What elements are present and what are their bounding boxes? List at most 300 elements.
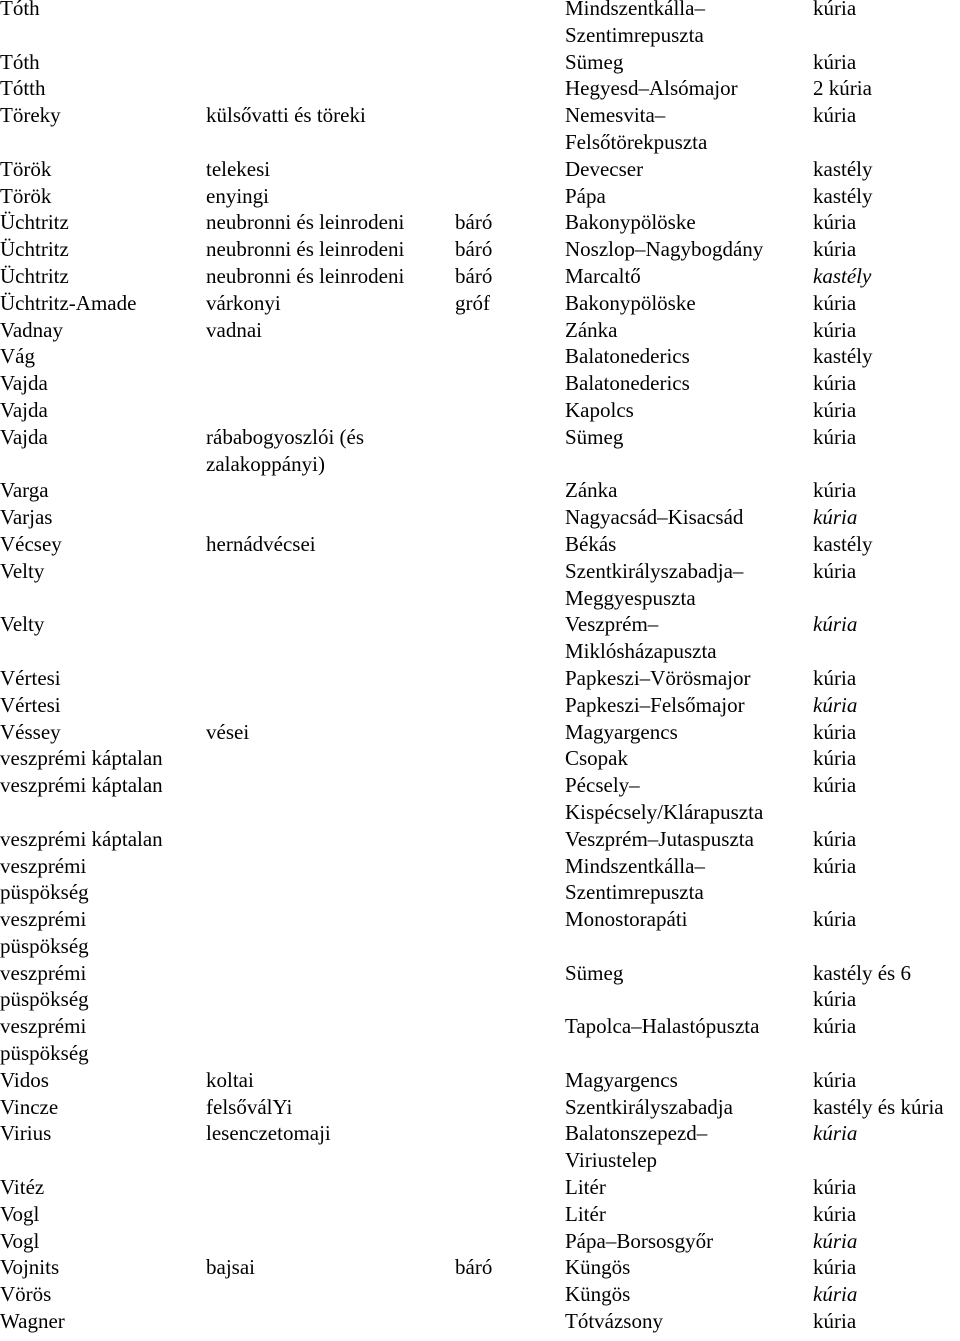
rank-title-cell (455, 102, 565, 156)
name-prefix-cell-line: vései (206, 719, 250, 744)
location-cell (565, 1201, 813, 1228)
name-prefix-cell (206, 290, 455, 317)
name-prefix-cell-line: neubronni és leinrodeni (206, 237, 405, 262)
name-prefix-cell (206, 719, 455, 746)
building-type-cell (813, 1201, 960, 1228)
building-type-cell (813, 209, 960, 236)
family-name-cell-line: veszprémi (0, 853, 87, 878)
family-name-cell (0, 558, 206, 612)
name-prefix-cell (206, 183, 455, 210)
location-cell (565, 263, 813, 290)
family-name-cell (0, 75, 206, 102)
building-type-cell (813, 343, 960, 370)
family-name-cell-line: Töreky (0, 103, 61, 128)
table-row (0, 1228, 960, 1255)
family-name-cell-line: Üchtritz-Amade (0, 290, 137, 315)
location-cell-line: Küngös (565, 1255, 631, 1280)
location-cell-line: Felsőtörekpuszta (565, 129, 708, 154)
location-cell-line: Zánka (565, 317, 618, 342)
building-type-cell-line: kúria (813, 826, 857, 851)
rank-title-cell (455, 424, 565, 478)
location-cell (565, 504, 813, 531)
building-type-cell (813, 906, 960, 960)
family-name-cell-line: Üchtritz (0, 237, 69, 262)
location-cell-line: Balatonszepezd– (565, 1121, 708, 1146)
name-prefix-cell (206, 1201, 455, 1228)
name-prefix-cell (206, 424, 455, 478)
table-row (0, 558, 960, 612)
name-prefix-cell (206, 745, 455, 772)
building-type-cell-line: kúria (813, 987, 857, 1012)
family-name-cell-line: Vörös (0, 1282, 52, 1307)
location-cell (565, 826, 813, 853)
name-prefix-cell-line: vadnai (206, 317, 262, 342)
name-prefix-cell (206, 853, 455, 907)
building-type-cell-line: kúria (813, 1175, 857, 1200)
name-prefix-cell (206, 317, 455, 344)
building-type-cell (813, 183, 960, 210)
family-name-cell-line: püspökség (0, 987, 89, 1012)
table-row (0, 477, 960, 504)
location-cell-line: Marcaltő (565, 263, 641, 288)
family-name-cell (0, 49, 206, 76)
building-type-cell (813, 1228, 960, 1255)
family-name-cell (0, 665, 206, 692)
family-name-cell-line: veszprémi káptalan (0, 826, 163, 851)
location-cell (565, 906, 813, 960)
name-prefix-cell (206, 1254, 455, 1281)
table-row (0, 853, 960, 907)
table-row (0, 719, 960, 746)
family-name-cell (0, 236, 206, 263)
building-type-cell-line: kúria (813, 665, 857, 690)
rank-title-cell (455, 719, 565, 746)
location-cell-line: Hegyesd–Alsómajor (565, 76, 738, 101)
building-type-cell-line: kastély (813, 156, 873, 181)
family-name-cell-line: Velty (0, 558, 45, 583)
rank-title-cell (455, 1201, 565, 1228)
location-cell (565, 1174, 813, 1201)
building-type-cell (813, 397, 960, 424)
location-cell-line: Viriustelep (565, 1148, 658, 1173)
building-type-cell-line: kúria (813, 397, 857, 422)
location-cell-line: Mindszentkálla– (565, 0, 705, 20)
building-type-cell-line: kúria (813, 1309, 857, 1334)
family-name-cell-line: Üchtritz (0, 263, 69, 288)
table-row (0, 1201, 960, 1228)
building-type-cell-line: kúria (813, 907, 857, 932)
building-type-cell (813, 290, 960, 317)
name-prefix-cell (206, 263, 455, 290)
table-row (0, 611, 960, 665)
rank-title-cell (455, 1013, 565, 1067)
family-name-cell (0, 692, 206, 719)
location-cell (565, 1094, 813, 1121)
family-name-cell (0, 263, 206, 290)
location-cell-line: Magyargencs (565, 1067, 678, 1092)
name-prefix-cell (206, 1120, 455, 1174)
location-cell-line: Kispécsely/Klárapuszta (565, 799, 764, 824)
family-name-cell-line: Vadnay (0, 317, 63, 342)
building-type-cell (813, 960, 960, 1014)
building-type-cell-line: kúria (813, 0, 857, 20)
table-row (0, 1067, 960, 1094)
rank-title-cell (455, 343, 565, 370)
name-prefix-cell (206, 504, 455, 531)
location-cell (565, 102, 813, 156)
name-prefix-cell (206, 531, 455, 558)
family-name-cell-line: Velty (0, 612, 45, 637)
location-cell (565, 1254, 813, 1281)
building-type-cell-line: kúria (813, 1067, 857, 1092)
rank-title-cell (455, 0, 565, 49)
name-prefix-cell-line: enyingi (206, 183, 269, 208)
table-row (0, 906, 960, 960)
building-type-cell-line: kastély (813, 263, 872, 288)
name-prefix-cell-line: telekesi (206, 156, 271, 181)
building-type-cell-line: kúria (813, 773, 857, 798)
family-name-cell-line: Vécsey (0, 531, 62, 556)
family-name-cell-line: püspökség (0, 933, 89, 958)
name-prefix-cell-line: rábabogyoszlói (és (206, 424, 365, 449)
rank-title-cell (455, 1120, 565, 1174)
name-prefix-cell-line: bajsai (206, 1255, 255, 1280)
family-name-cell-line: veszprémi (0, 1014, 87, 1039)
name-prefix-cell (206, 0, 455, 49)
location-cell (565, 611, 813, 665)
name-prefix-cell-line: lesenczetomaji (206, 1121, 331, 1146)
location-cell (565, 1067, 813, 1094)
name-prefix-cell (206, 370, 455, 397)
name-prefix-cell (206, 772, 455, 826)
family-name-cell (0, 719, 206, 746)
name-prefix-cell (206, 156, 455, 183)
rank-title-cell (455, 960, 565, 1014)
location-cell-line: Kapolcs (565, 397, 634, 422)
family-name-cell-line: Virius (0, 1121, 52, 1146)
rank-title-cell (455, 370, 565, 397)
family-name-cell-line: Török (0, 183, 52, 208)
rank-title-cell (455, 611, 565, 665)
table-row (0, 183, 960, 210)
location-cell-line: Sümeg (565, 960, 624, 985)
location-cell-line: Sümeg (565, 49, 624, 74)
building-type-cell-line: kúria (813, 612, 858, 637)
family-name-cell (0, 156, 206, 183)
family-name-cell-line: veszprémi (0, 960, 87, 985)
location-cell-line: Szentkirályszabadja– (565, 558, 744, 583)
building-type-cell-line: kúria (813, 746, 857, 771)
family-name-cell-line: Véssey (0, 719, 61, 744)
building-type-cell (813, 49, 960, 76)
family-name-cell (0, 611, 206, 665)
location-cell-line: Nemesvita– (565, 103, 666, 128)
name-prefix-cell (206, 960, 455, 1014)
building-type-cell-line: kúria (813, 424, 857, 449)
family-name-cell (0, 1094, 206, 1121)
location-cell-line: Bakonypölöske (565, 210, 696, 235)
family-name-cell (0, 1174, 206, 1201)
family-name-cell (0, 1254, 206, 1281)
rank-title-cell (455, 317, 565, 344)
building-type-cell-line: kastély (813, 183, 873, 208)
table-row (0, 370, 960, 397)
building-type-cell-line: kúria (813, 1228, 858, 1253)
rank-title-cell (455, 1228, 565, 1255)
location-cell (565, 692, 813, 719)
name-prefix-cell-line: hernádvécsei (206, 531, 316, 556)
rank-title-cell: báró (455, 237, 493, 262)
rank-title-cell (455, 1281, 565, 1308)
family-name-cell-line: püspökség (0, 880, 89, 905)
location-cell (565, 531, 813, 558)
family-name-cell-line: Vértesi (0, 665, 61, 690)
location-cell (565, 772, 813, 826)
building-type-cell-line: kastély és kúria (813, 1094, 944, 1119)
family-name-cell (0, 745, 206, 772)
rank-title-cell (455, 665, 565, 692)
location-cell-line: Veszprém– (565, 612, 659, 637)
name-prefix-cell-line: koltai (206, 1067, 254, 1092)
family-name-cell-line: Vincze (0, 1094, 59, 1119)
table-row (0, 397, 960, 424)
building-type-cell (813, 263, 960, 290)
location-cell (565, 236, 813, 263)
building-type-cell-line: kúria (813, 719, 857, 744)
building-type-cell (813, 1120, 960, 1174)
family-name-cell-line: püspökség (0, 1041, 89, 1066)
location-cell (565, 960, 813, 1014)
rank-title-cell (455, 1174, 565, 1201)
rank-title-cell: báró (455, 1255, 493, 1280)
family-name-cell (0, 343, 206, 370)
family-name-cell-line: Tóth (0, 0, 40, 20)
location-cell (565, 343, 813, 370)
table-row (0, 1174, 960, 1201)
building-type-cell (813, 75, 960, 102)
rank-title-cell (455, 745, 565, 772)
building-type-cell (813, 611, 960, 665)
family-name-cell (0, 1013, 206, 1067)
location-cell-line: Csopak (565, 746, 628, 771)
rank-title-cell (455, 692, 565, 719)
name-prefix-cell (206, 75, 455, 102)
table-row (0, 290, 960, 317)
family-name-cell-line: Varjas (0, 505, 53, 530)
family-name-cell-line: Vajda (0, 397, 48, 422)
family-name-cell (0, 1120, 206, 1174)
location-cell (565, 397, 813, 424)
building-type-cell (813, 424, 960, 478)
building-type-cell (813, 370, 960, 397)
location-cell-line: Sümeg (565, 424, 624, 449)
location-cell-line: Nagyacsád–Kisacsád (565, 505, 744, 530)
family-name-cell-line: Vojnits (0, 1255, 60, 1280)
name-prefix-cell (206, 49, 455, 76)
building-type-cell-line: kúria (813, 1014, 857, 1039)
rank-title-cell (455, 1094, 565, 1121)
building-type-cell (813, 853, 960, 907)
family-name-cell-line: Tóth (0, 49, 40, 74)
family-name-cell-line: veszprémi (0, 907, 87, 932)
location-cell-line: Tapolca–Halastópuszta (565, 1014, 760, 1039)
building-type-cell-line: kúria (813, 692, 858, 717)
building-type-cell-line: kúria (813, 290, 857, 315)
rank-title-cell (455, 853, 565, 907)
building-type-cell-line: kastély (813, 531, 873, 556)
family-name-cell-line: Wagner (0, 1309, 65, 1334)
rank-title-cell: báró (455, 210, 493, 235)
building-type-cell (813, 1013, 960, 1067)
building-type-cell-line: 2 kúria (813, 76, 872, 101)
name-prefix-cell-line: felsőválYi (206, 1094, 293, 1119)
family-name-cell (0, 1228, 206, 1255)
family-name-cell (0, 424, 206, 478)
location-cell-line: Balatonederics (565, 344, 690, 369)
location-cell-line: Litér (565, 1201, 606, 1226)
location-cell (565, 424, 813, 478)
family-name-cell (0, 1067, 206, 1094)
building-type-cell (813, 531, 960, 558)
family-name-cell-line: Vág (0, 344, 35, 369)
family-name-cell-line: Vértesi (0, 692, 61, 717)
family-name-cell-line: Varga (0, 478, 49, 503)
building-type-cell-line: kúria (813, 371, 857, 396)
location-cell (565, 317, 813, 344)
location-cell (565, 156, 813, 183)
building-type-cell (813, 719, 960, 746)
family-name-cell-line: Vajda (0, 424, 48, 449)
name-prefix-cell (206, 209, 455, 236)
building-type-cell (813, 826, 960, 853)
building-type-cell-line: kúria (813, 853, 857, 878)
family-name-cell (0, 1281, 206, 1308)
location-cell-line: Monostorapáti (565, 907, 688, 932)
table-row (0, 1120, 960, 1174)
family-name-cell (0, 183, 206, 210)
name-prefix-cell (206, 102, 455, 156)
name-prefix-cell-line: várkonyi (206, 290, 281, 315)
location-cell-line: Szentimrepuszta (565, 22, 704, 47)
rank-title-cell: gróf (455, 290, 490, 315)
building-type-cell-line: kúria (813, 1201, 857, 1226)
name-prefix-cell (206, 1174, 455, 1201)
location-cell-line: Papkeszi–Vörösmajor (565, 665, 751, 690)
name-prefix-cell (206, 1094, 455, 1121)
rank-title-cell (455, 1308, 565, 1335)
location-cell (565, 1228, 813, 1255)
family-name-cell-line: Tótth (0, 76, 46, 101)
family-name-cell (0, 370, 206, 397)
building-type-cell (813, 1308, 960, 1335)
building-type-cell-line: kúria (813, 49, 857, 74)
rank-title-cell (455, 156, 565, 183)
name-prefix-cell (206, 826, 455, 853)
building-type-cell-line: kastély és 6 (813, 960, 911, 985)
building-type-cell-line: kúria (813, 1255, 857, 1280)
table-row (0, 343, 960, 370)
name-prefix-cell (206, 611, 455, 665)
location-cell-line: Devecser (565, 156, 644, 181)
building-type-cell (813, 745, 960, 772)
building-type-cell (813, 665, 960, 692)
building-type-cell (813, 102, 960, 156)
family-name-cell (0, 531, 206, 558)
family-name-cell (0, 504, 206, 531)
rank-title-cell (455, 558, 565, 612)
building-type-cell (813, 1174, 960, 1201)
table-row (0, 49, 960, 76)
location-cell-line: Békás (565, 531, 617, 556)
building-type-cell (813, 504, 960, 531)
family-name-cell (0, 477, 206, 504)
table-row (0, 1308, 960, 1335)
building-type-cell (813, 1254, 960, 1281)
table-row (0, 826, 960, 853)
name-prefix-cell (206, 1067, 455, 1094)
family-name-cell-line: Török (0, 156, 52, 181)
rank-title-cell (455, 183, 565, 210)
building-type-cell (813, 1094, 960, 1121)
table-row (0, 745, 960, 772)
family-name-cell (0, 960, 206, 1014)
name-prefix-cell (206, 343, 455, 370)
location-cell-line: Pápa–Borsosgyőr (565, 1228, 714, 1253)
building-type-cell (813, 772, 960, 826)
location-cell (565, 1120, 813, 1174)
building-type-cell (813, 236, 960, 263)
table-row (0, 531, 960, 558)
building-type-cell (813, 0, 960, 49)
table-row (0, 1094, 960, 1121)
name-prefix-cell (206, 477, 455, 504)
table-row (0, 692, 960, 719)
name-prefix-cell-line: zalakoppányi) (206, 451, 325, 476)
location-cell-line: Papkeszi–Felsőmajor (565, 692, 745, 717)
location-cell (565, 49, 813, 76)
family-name-cell (0, 209, 206, 236)
table-row (0, 156, 960, 183)
location-cell (565, 290, 813, 317)
table-row (0, 424, 960, 478)
name-prefix-cell-line: külsővatti és töreki (206, 103, 366, 128)
table-row (0, 772, 960, 826)
location-cell (565, 1281, 813, 1308)
family-name-cell (0, 0, 206, 49)
table-row (0, 1281, 960, 1308)
family-name-cell (0, 397, 206, 424)
family-name-cell (0, 1308, 206, 1335)
table-row (0, 960, 960, 1014)
location-cell-line: Noszlop–Nagybogdány (565, 237, 764, 262)
location-cell-line: Pápa (565, 183, 606, 208)
rank-title-cell (455, 477, 565, 504)
family-name-cell-line: veszprémi káptalan (0, 773, 163, 798)
building-type-cell-line: kúria (813, 103, 857, 128)
name-prefix-cell (206, 1013, 455, 1067)
table-row (0, 665, 960, 692)
location-cell-line: Veszprém–Jutaspuszta (565, 826, 754, 851)
location-cell (565, 370, 813, 397)
rank-title-cell (455, 504, 565, 531)
location-cell (565, 853, 813, 907)
location-cell-line: Zánka (565, 478, 618, 503)
name-prefix-cell (206, 236, 455, 263)
table-row (0, 0, 960, 49)
name-prefix-cell (206, 906, 455, 960)
family-name-cell (0, 290, 206, 317)
location-cell (565, 183, 813, 210)
